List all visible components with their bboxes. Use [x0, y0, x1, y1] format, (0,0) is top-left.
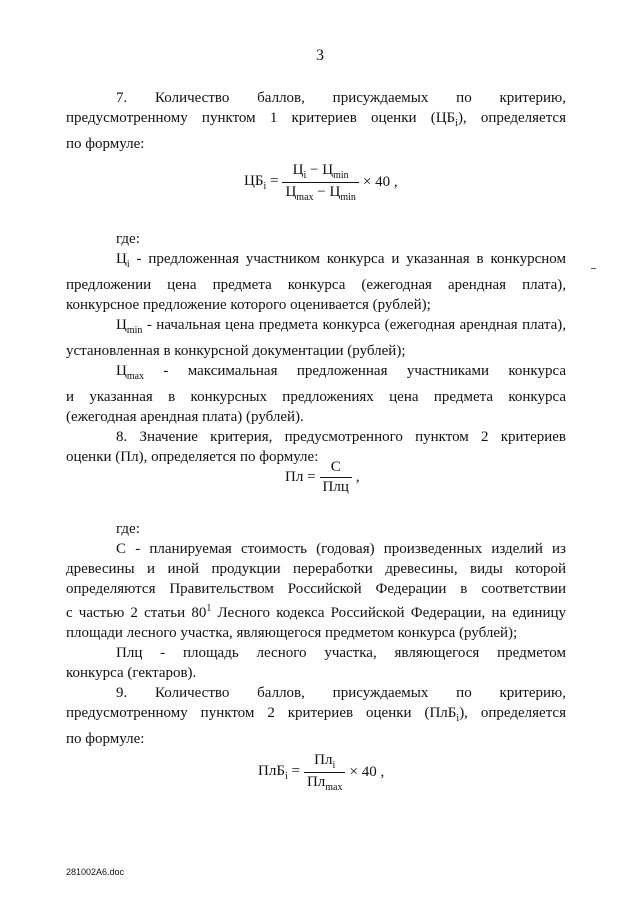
formula-pl	[285, 459, 360, 496]
p8-line-1: 8. Значение критерия, предусмотренного пунктом 2 критериев	[116, 429, 566, 445]
p9-line-3: по формуле:	[66, 731, 145, 747]
formula-cb-numerator: $Ц_i - Ц_{min}$	[292, 162, 349, 181]
formula-plb-numerator: $Пл_i$	[314, 752, 336, 771]
formula-plb-fraction	[304, 752, 346, 793]
formula-cb-tail: × 40 ,	[362, 174, 398, 190]
d4-line-3: определяются Правительством Российской Федерации в соответствии	[66, 581, 566, 597]
d4-line-2: древесины и иной продукции переработки древесины, виды которой	[66, 561, 566, 577]
formula-cb	[244, 162, 398, 203]
d4-line-5: площади лесного участка, являющегося предметом конкурса (рублей);	[66, 625, 518, 641]
d3-line-3: (ежегодная арендная плата) (рублей).	[66, 409, 304, 425]
p9-line-1: 9. Количество баллов, присуждаемых по критерию,	[116, 685, 566, 701]
d1-line-3: конкурсное предложение которого оценивается (рублей);	[66, 297, 431, 313]
p9-line-2: предусмотренному пунктом 2 критериев оценки (ПлБ$_i$), определяется	[66, 705, 566, 724]
formula-plb-denominator: $Пл_{max}$	[304, 772, 346, 793]
formula-pl-lhs: Пл =	[285, 469, 316, 485]
margin-mark	[591, 268, 596, 269]
d5-line-1: Плц - площадь лесного участка, являющегося предметом	[116, 645, 566, 661]
footer-filename: 281002А6.doc	[66, 867, 125, 877]
d3-line-1: $Ц_{max}$ - максимальная предложенная участниками конкурса	[116, 363, 566, 382]
formula-plb-lhs: ПлБ$_i$ =	[258, 763, 300, 782]
p8-line-2: оценки (Пл), определяется по формуле:	[66, 449, 319, 465]
p7-line-3: по формуле:	[66, 136, 145, 152]
d2-line-2: установленная в конкурсной документации (рублей);	[66, 343, 406, 359]
formula-plb	[258, 752, 384, 793]
formula-cb-fraction	[282, 162, 358, 203]
where-label-2: где:	[116, 521, 140, 537]
d1-line-2: предложении цена предмета конкурса (ежегодная арендная плата),	[66, 277, 566, 293]
d5-line-2: конкурса (гектаров).	[66, 665, 197, 681]
formula-pl-fraction	[320, 459, 352, 496]
definitions-block-1	[66, 229, 566, 467]
paragraph-7	[66, 88, 566, 154]
p7-line-1: 7. Количество баллов, присуждаемых по критерию,	[116, 90, 566, 106]
formula-pl-numerator: С	[330, 459, 341, 475]
formula-pl-denominator: Плц	[320, 477, 352, 496]
definitions-block-2	[66, 519, 566, 749]
formula-cb-denominator: $Ц_{max} - Ц_{min}$	[282, 182, 358, 203]
d4-line-1: С - планируемая стоимость (годовая) произведенных изделий из	[116, 541, 566, 557]
formula-plb-tail: × 40 ,	[349, 764, 385, 780]
formula-pl-tail: ,	[355, 469, 360, 485]
d3-line-2: и указанная в конкурсных предложениях цена предмета конкурса	[66, 389, 566, 405]
p7-line-2: предусмотренному пунктом 1 критериев оценки $(ЦБ_i)$, определяется	[66, 110, 566, 129]
d2-line-1: $Ц_{min}$ - начальная цена предмета конкурса (ежегодная арендная плата),	[116, 317, 566, 336]
formula-cb-lhs: $ЦБ_i$ =	[244, 173, 279, 192]
page-number: 3	[316, 47, 324, 64]
d1-line-1: $Ц_i$ - предложенная участником конкурса и указанная в конкурсном	[116, 251, 566, 270]
d4-line-4: с частью 2 статьи $80^1$ Лесного кодекса Российской Федерации, на единицу	[66, 603, 566, 621]
where-label-1: где:	[116, 231, 140, 247]
